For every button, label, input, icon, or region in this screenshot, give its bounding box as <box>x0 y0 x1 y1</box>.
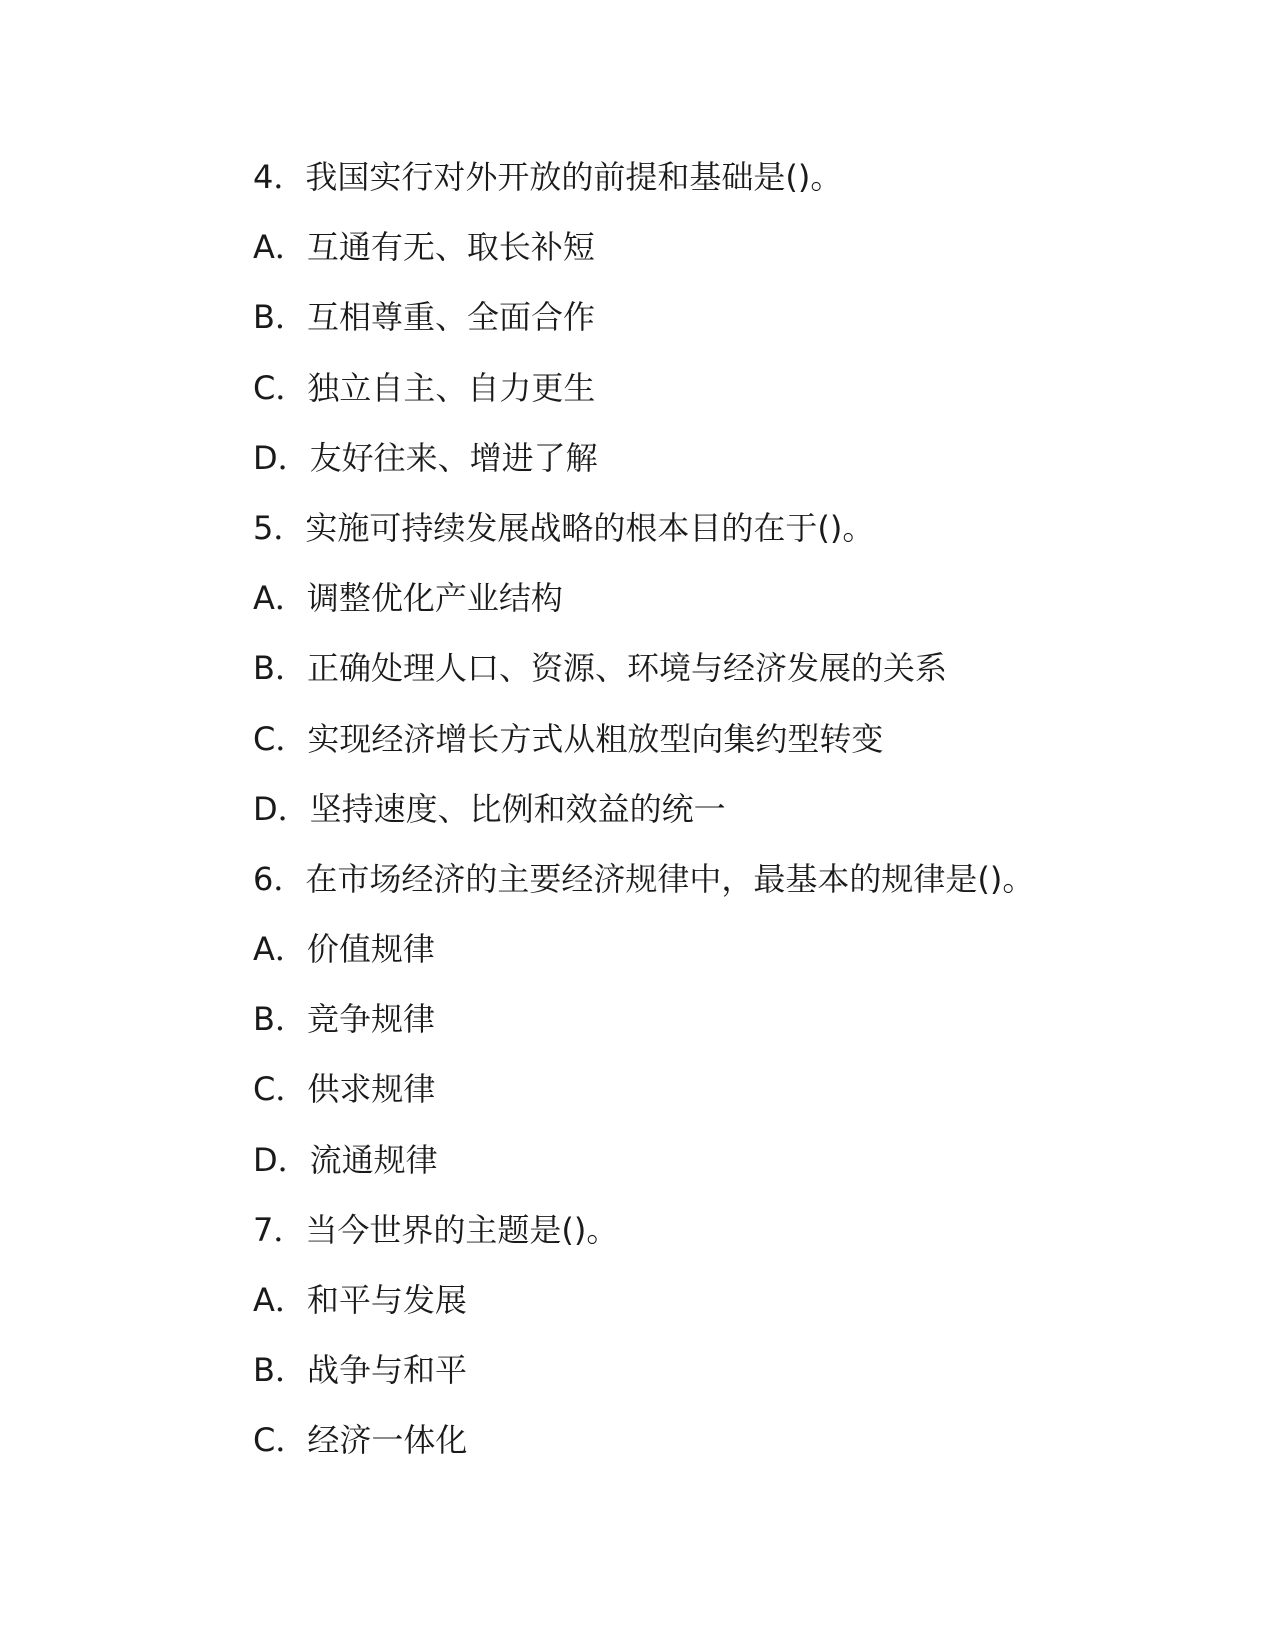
question-7-option-b: B．战争与和平 <box>253 1351 467 1390</box>
question-4-option-d: D．友好往来、增进了解 <box>253 438 598 477</box>
question-7-option-a: A．和平与发展 <box>253 1281 467 1319</box>
question-7-option-c: C．经济一体化 <box>253 1421 468 1460</box>
question-4-option-a: A．互通有无、取长补短 <box>253 228 595 267</box>
question-5-option-a: A．调整优化产业结构 <box>253 579 563 618</box>
question-5-stem: 5．实施可持续发展战略的根本目的在于()。 <box>253 508 875 547</box>
question-5-option-d: D．坚持速度、比例和效益的统一 <box>253 789 726 828</box>
question-6-option-a: A．价值规律 <box>253 930 435 969</box>
question-4-option-c: C．独立自主、自力更生 <box>253 368 596 407</box>
question-5-option-b: B．正确处理人口、资源、环境与经济发展的关系 <box>253 649 947 688</box>
question-5-option-c: C．实现经济增长方式从粗放型向集约型转变 <box>253 719 884 758</box>
question-4-option-b: B．互相尊重、全面合作 <box>253 298 595 337</box>
question-list <box>253 157 1213 1491</box>
question-6-option-d: D．流通规律 <box>253 1140 438 1179</box>
question-6-option-c: C．供求规律 <box>253 1070 436 1109</box>
question-6-stem: 6．在市场经济的主要经济规律中，最基本的规律是()。 <box>253 859 1035 898</box>
question-4-stem: 4．我国实行对外开放的前提和基础是()。 <box>253 158 843 196</box>
question-6-option-b: B．竞争规律 <box>253 1000 435 1039</box>
question-7-stem: 7．当今世界的主题是()。 <box>253 1210 619 1249</box>
